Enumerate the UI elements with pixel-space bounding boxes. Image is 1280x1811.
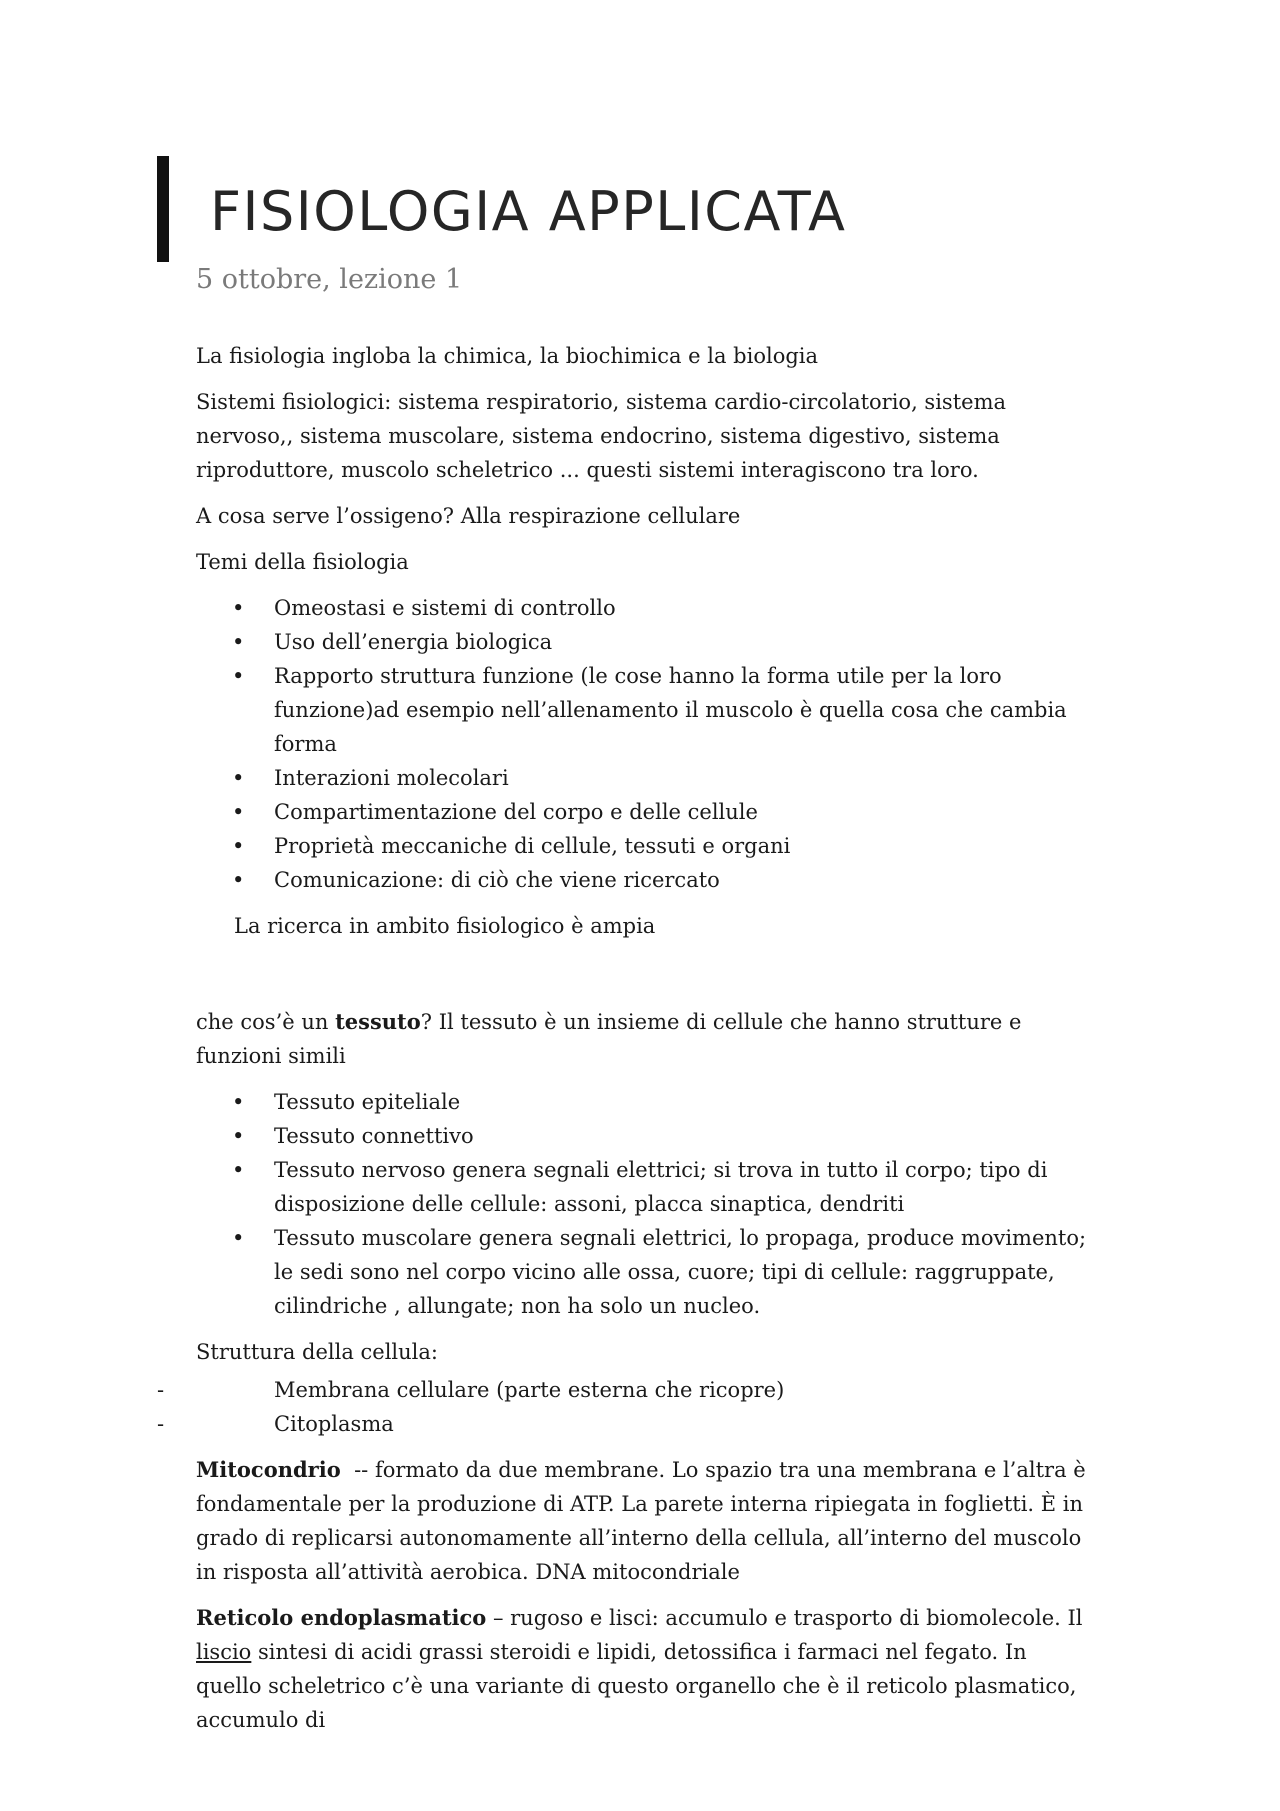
dash-icon: - xyxy=(157,1412,165,1436)
document-body xyxy=(157,339,1096,1749)
paragraph-cellula-heading: Struttura della cellula: xyxy=(196,1340,438,1364)
bullet-icon: • xyxy=(232,630,245,654)
title-accent-bar xyxy=(157,156,169,262)
page-title: FISIOLOGIA APPLICATA xyxy=(210,180,847,243)
list-item: • Compartimentazione del corpo e delle cellule xyxy=(196,795,1096,829)
bullet-icon: • xyxy=(232,1124,245,1148)
section-spacer xyxy=(196,955,1096,1005)
dash-icon: - xyxy=(157,1378,165,1402)
term-tessuto: tessuto xyxy=(335,1009,421,1034)
bullet-icon: • xyxy=(232,766,245,790)
bullet-icon: • xyxy=(232,596,245,620)
paragraph-mitocondrio: Mitocondrio -- formato da due membrane. Lo spazio tra una membrana e l’altra è fondamentale per la produzione di ATP. La parete interna ripiegata in foglietti. È in grado di replicarsi autonomamente all’interno della cellula, all’interno del muscolo in risposta all’attività aerobica. DNA mitocondriale xyxy=(196,1457,1093,1584)
paragraph-ossigeno: A cosa serve l’ossigeno? Alla respirazione cellulare xyxy=(196,504,741,528)
list-item: • Tessuto muscolare genera segnali elettrici, lo propaga, produce movimento; le sedi sono nel corpo vicino alle ossa, cuore; tipi di cellule: raggruppate, cilindriche , allungate; non ha solo un nucleo. xyxy=(196,1221,1096,1323)
list-item: - Membrana cellulare (parte esterna che ricopre) xyxy=(196,1373,1096,1407)
list-item: • Proprietà meccaniche di cellule, tessuti e organi xyxy=(196,829,1096,863)
term-liscio: liscio xyxy=(196,1640,252,1664)
cellula-dash-list xyxy=(157,1373,1096,1441)
list-item: • Interazioni molecolari xyxy=(196,761,1096,795)
list-item: • Tessuto epiteliale xyxy=(196,1085,1096,1119)
paragraph-reticolo: Reticolo endoplasmatico – rugoso e lisci: accumulo e trasporto di biomolecole. Il liscio sintesi di acidi grassi steroidi e lipidi, detossifica i farmaci nel fegato. In quello scheletrico c’è una variante di questo organello che è il reticolo plasmatico, accumulo di xyxy=(196,1605,1083,1732)
paragraph-temi-heading: Temi della fisiologia xyxy=(196,550,409,574)
term-mitocondrio: Mitocondrio xyxy=(196,1457,341,1482)
list-item: • Uso dell’energia biologica xyxy=(196,625,1096,659)
list-item: - Citoplasma xyxy=(196,1407,1096,1441)
tessuti-list xyxy=(196,1085,1096,1323)
page-subtitle: 5 ottobre, lezione 1 xyxy=(196,264,463,295)
list-item: • Tessuto nervoso genera segnali elettrici; si trova in tutto il corpo; tipo di disposizione delle cellule: assoni, placca sinaptica, dendriti xyxy=(196,1153,1096,1221)
bullet-icon: • xyxy=(232,800,245,824)
list-item: • Rapporto struttura funzione (le cose hanno la forma utile per la loro funzione)ad esempio nell’allenamento il muscolo è quella cosa che cambia forma xyxy=(196,659,1096,761)
list-item: • Omeostasi e sistemi di controllo xyxy=(196,591,1096,625)
paragraph-sistemi: Sistemi fisiologici: sistema respiratorio, sistema cardio-circolatorio, sistema nervoso,, sistema muscolare, sistema endocrino, sistema digestivo, sistema riproduttore, muscolo scheletrico ... questi sistemi interagiscono tra loro. xyxy=(196,390,1006,482)
term-reticolo: Reticolo endoplasmatico xyxy=(196,1605,487,1630)
bullet-icon: • xyxy=(232,868,245,892)
temi-list xyxy=(196,591,1096,897)
list-item: • Tessuto connettivo xyxy=(196,1119,1096,1153)
paragraph-tessuto-question: che cos’è un tessuto? Il tessuto è un insieme di cellule che hanno strutture e funzioni simili xyxy=(196,1009,1022,1068)
bullet-icon: • xyxy=(232,664,245,688)
bullet-icon: • xyxy=(232,834,245,858)
bullet-icon: • xyxy=(232,1226,245,1250)
list-item: • Comunicazione: di ciò che viene ricercato xyxy=(196,863,1096,897)
bullet-icon: • xyxy=(232,1158,245,1182)
paragraph-intro: La fisiologia ingloba la chimica, la biochimica e la biologia xyxy=(196,344,819,368)
paragraph-ricerca: La ricerca in ambito fisiologico è ampia xyxy=(234,914,656,938)
bullet-icon: • xyxy=(232,1090,245,1114)
